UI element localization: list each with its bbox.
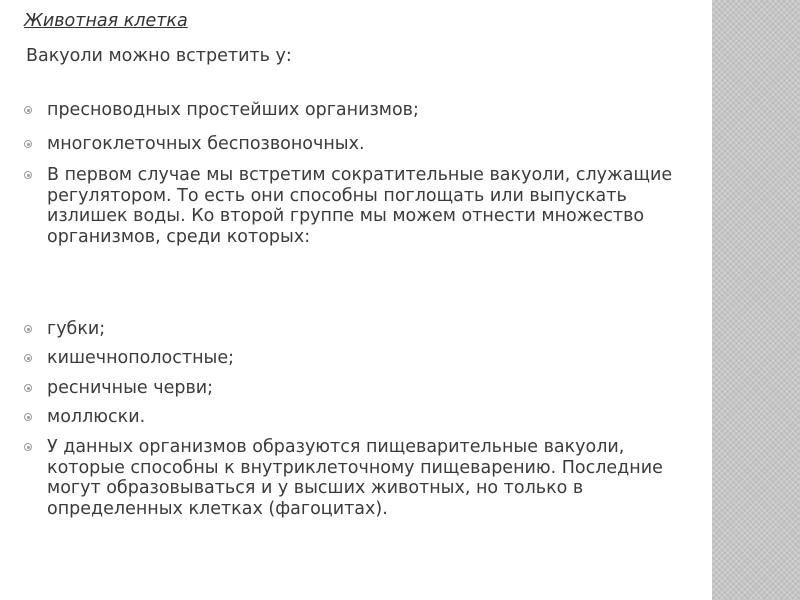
- bullet-icon: [24, 171, 32, 179]
- list-item-text: В первом случае мы встретим сократительные вакуоли, служащие регулятором. То есть они способны поглощать или выпускать излишек воды. Ко второй группе мы можем отнести множество организмов, среди которых:: [47, 165, 673, 247]
- bullet-icon: [24, 106, 32, 114]
- bullet-icon: [24, 354, 32, 362]
- list-item-text: губки;: [47, 319, 106, 339]
- list-item: [24, 100, 684, 121]
- bullet-icon: [24, 140, 32, 148]
- bullet-icon: [24, 413, 32, 421]
- list-item: [24, 348, 684, 369]
- list-item: [24, 319, 684, 340]
- list-item: [24, 165, 684, 247]
- slide-title: Животная клетка: [24, 11, 188, 31]
- list-item-text: пресноводных простейших организмов;: [47, 100, 419, 120]
- slide-subtitle: Вакуоли можно встретить у:: [26, 46, 292, 66]
- bullet-icon: [24, 443, 32, 451]
- bullet-icon: [24, 384, 32, 392]
- decorative-side-panel: [712, 0, 800, 600]
- list-item-text: моллюски.: [47, 407, 146, 427]
- bullet-icon: [24, 325, 32, 333]
- list-item-text: многоклеточных беспозвоночных.: [47, 134, 365, 154]
- list-item-text: ресничные черви;: [47, 378, 214, 398]
- list-item-text: кишечнополостные;: [47, 348, 234, 368]
- list-item: [24, 407, 684, 428]
- list-item-text: У данных организмов образуются пищеварительные вакуоли, которые способны к внутриклеточному пищеварению. Последние могут образовываться и у высших животных, но только в определенных клетках (фагоцитах).: [47, 437, 663, 519]
- list-item: [24, 437, 684, 519]
- list-item: [24, 134, 684, 155]
- list-item: [24, 378, 684, 399]
